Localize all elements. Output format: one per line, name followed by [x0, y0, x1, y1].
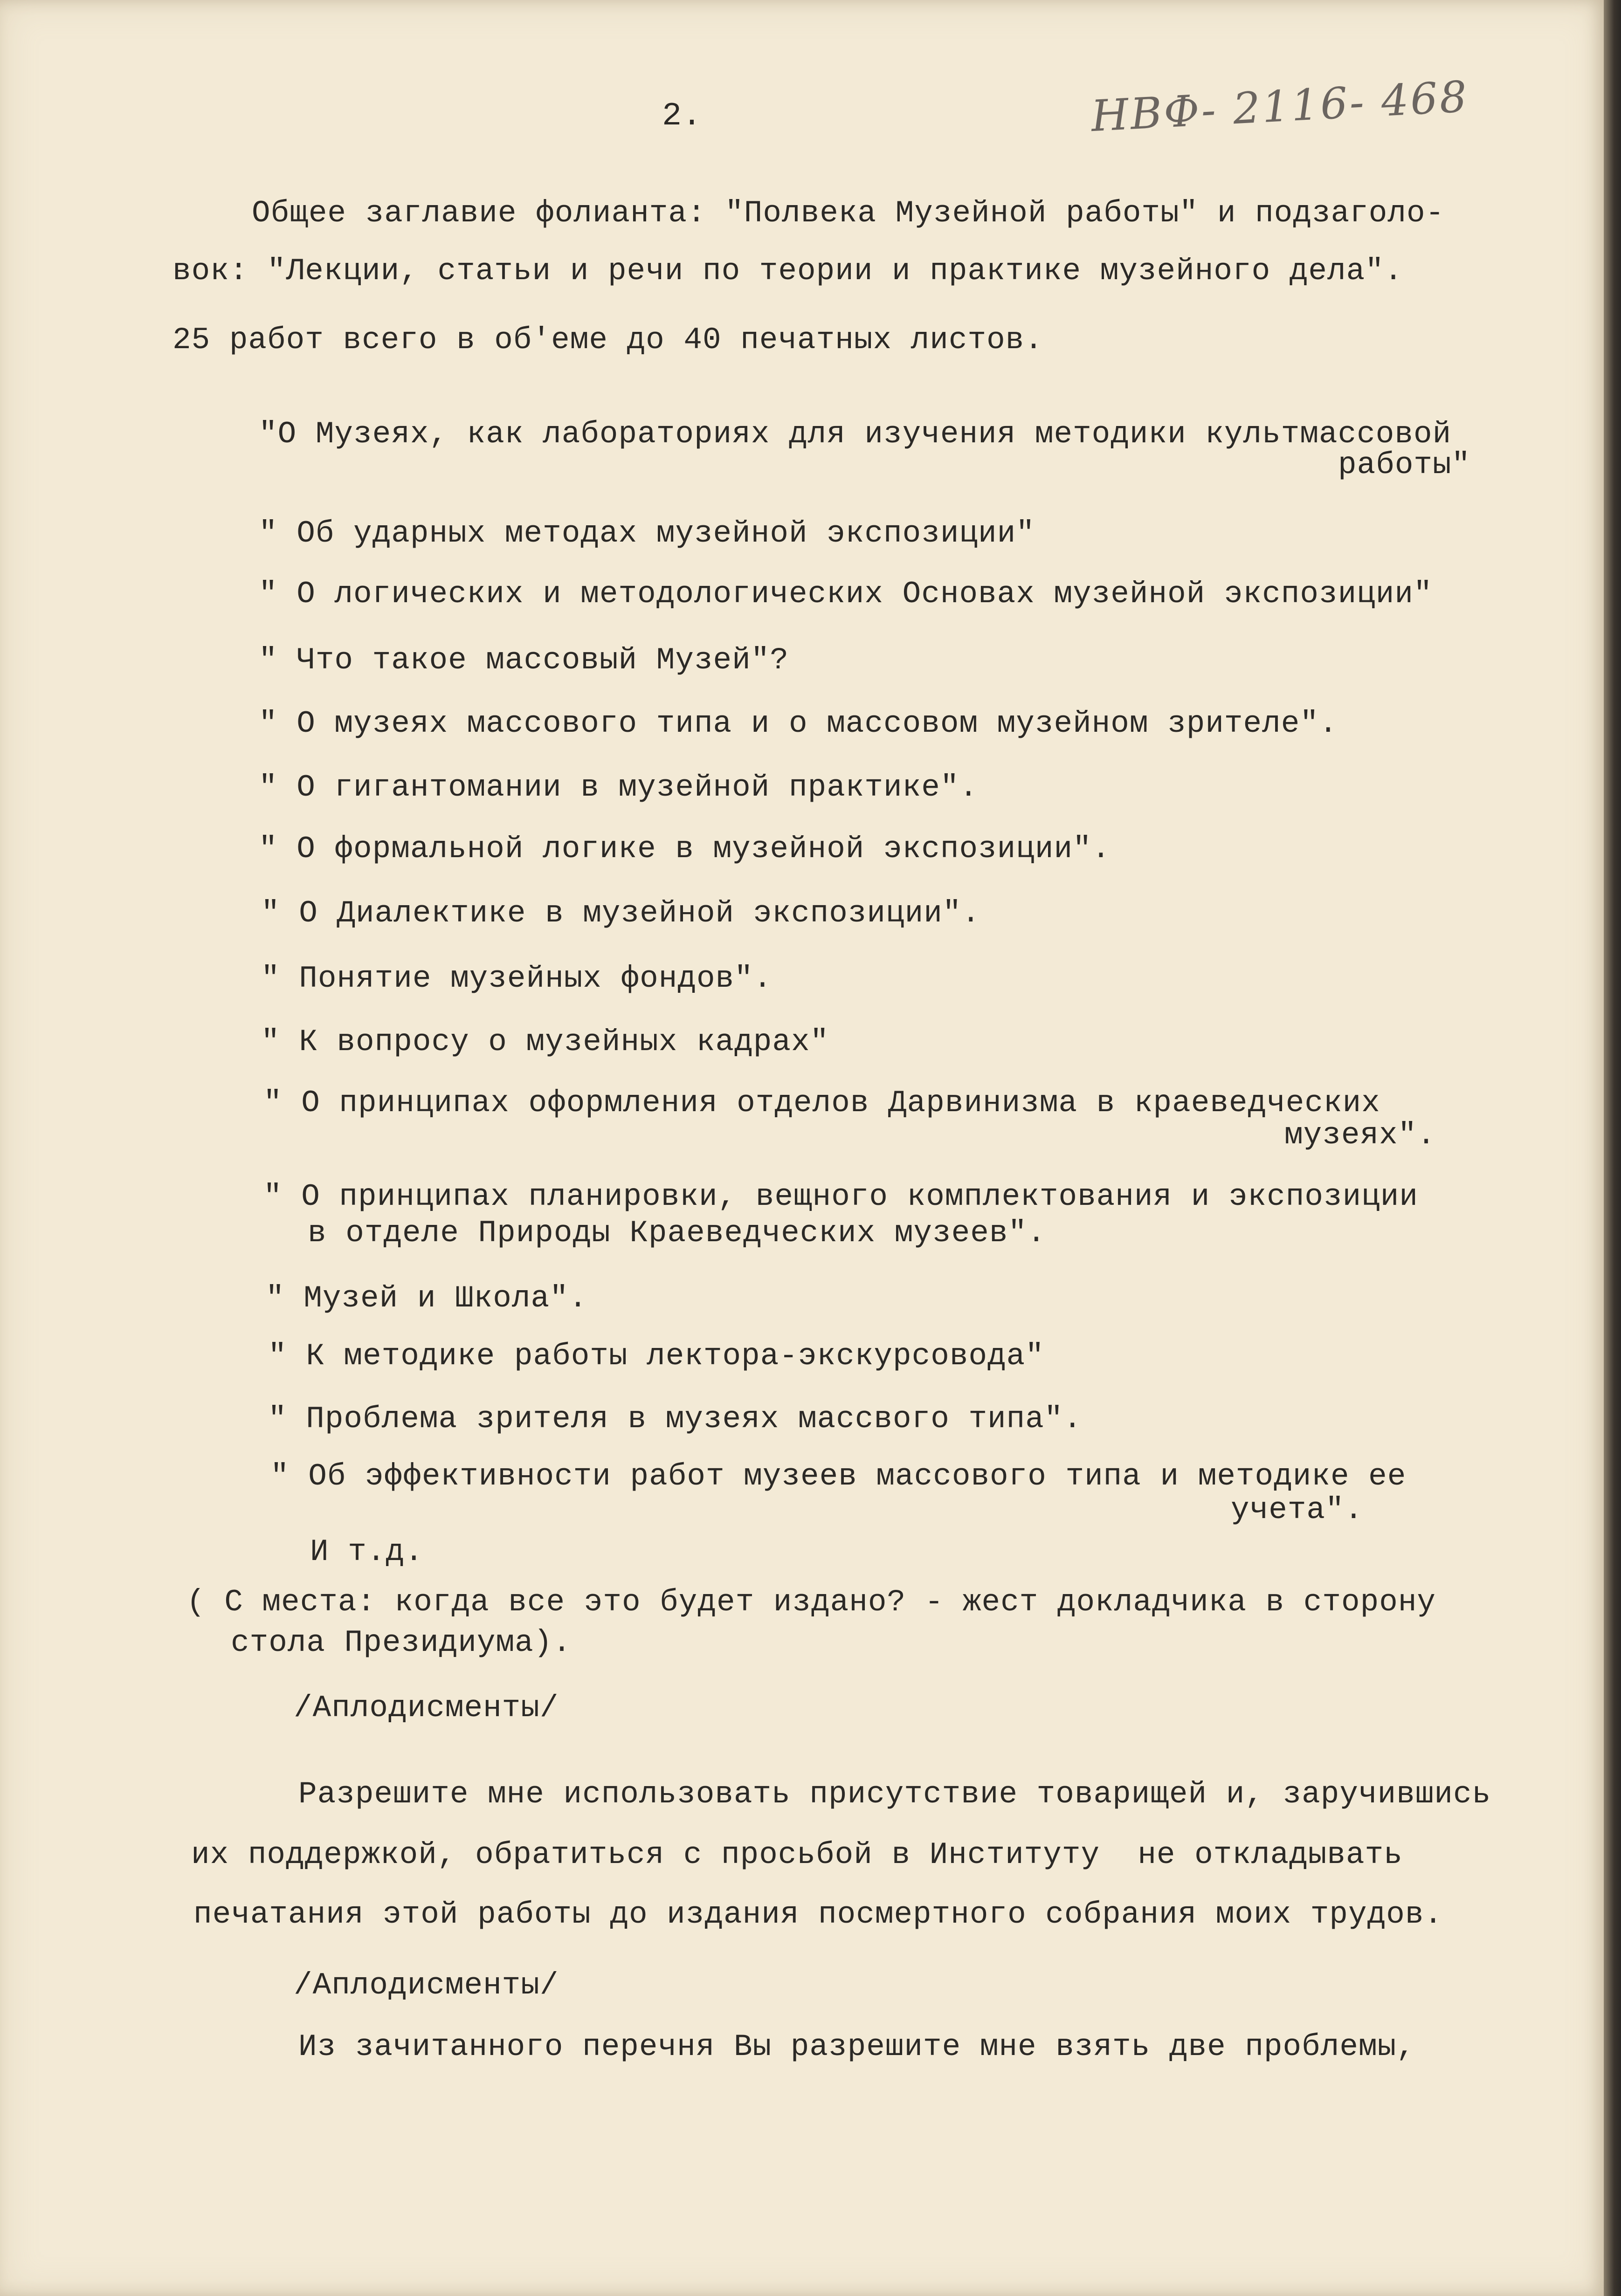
title-item-16: " Об эффективности работ музеев массового типа и методике ее — [270, 1459, 1407, 1494]
applause-2: /Аплодисменты/ — [294, 1968, 559, 2003]
etc-text: И т.д. — [310, 1534, 424, 1569]
request-line-2: их поддержкой, обратиться с просьбой в Институту не откладывать — [191, 1837, 1403, 1872]
intro-line-2: вок: "Лекции, статьи и речи по теории и практике музейного дела". — [172, 254, 1403, 289]
request-line-3: печатания этой работы до издания посмертного собрания моих трудов. — [193, 1897, 1443, 1932]
title-item-16-cont: учета". — [1231, 1492, 1364, 1527]
request-line-1: Разрешите мне использовать присутствие товарищей и, заручившись — [298, 1777, 1491, 1812]
title-item-10: " К вопросу о музейных кадрах" — [261, 1024, 829, 1059]
title-item-12: " О принципах планировки, вещного комплектования и экспозиции — [263, 1179, 1418, 1214]
intro-line-1: Общее заглавие фолианта: "Полвека Музейной работы" и подзаголо- — [252, 196, 1445, 231]
title-item-1: "О Музеях, как лабораториях для изучения методики культмассовой — [259, 417, 1452, 452]
page-edge-shadow — [1604, 0, 1621, 2296]
page-number: 2. — [662, 98, 703, 135]
title-item-11-cont: музеях". — [1284, 1118, 1436, 1153]
applause-1: /Аплодисменты/ — [294, 1691, 559, 1725]
title-item-1-cont: работы" — [1338, 447, 1471, 482]
title-item-5: " О музеях массового типа и о массовом музейном зрителе". — [259, 706, 1338, 741]
title-item-14: " К методике работы лектора-экскурсовода" — [268, 1339, 1044, 1374]
intro-line-3: 25 работ всего в об'еме до 40 печатных листов. — [172, 323, 1043, 357]
title-item-3: " О логических и методологических Основах музейной экспозиции" — [259, 577, 1433, 612]
archive-reference-handwritten: НВФ- 2116- 468 — [1090, 71, 1470, 142]
title-item-4: " Что такое массовый Музей"? — [259, 643, 789, 678]
title-item-13: " Музей и Школа". — [266, 1281, 588, 1316]
title-item-8: " О Диалектике в музейной экспозиции". — [261, 896, 981, 931]
title-item-7: " О формальной логике в музейной экспозиции". — [259, 832, 1111, 866]
audience-remark-line-1: ( С места: когда все это будет издано? - жест докладчика в сторону — [186, 1585, 1436, 1620]
title-item-9: " Понятие музейных фондов". — [261, 961, 773, 996]
title-item-11: " О принципах оформления отделов Дарвинизма в краеведческих — [263, 1086, 1380, 1121]
title-item-15: " Проблема зрителя в музеях массвого типа". — [268, 1402, 1083, 1437]
title-item-2: " Об ударных методах музейной экспозиции" — [259, 516, 1035, 551]
audience-remark-line-2: стола Президиума). — [231, 1625, 572, 1660]
closing-line: Из зачитанного перечня Вы разрешите мне взять две проблемы, — [298, 2029, 1415, 2064]
title-item-12-cont: в отделе Природы Краеведческих музеев". — [308, 1216, 1046, 1251]
title-item-6: " О гигантомании в музейной практике". — [259, 770, 979, 805]
